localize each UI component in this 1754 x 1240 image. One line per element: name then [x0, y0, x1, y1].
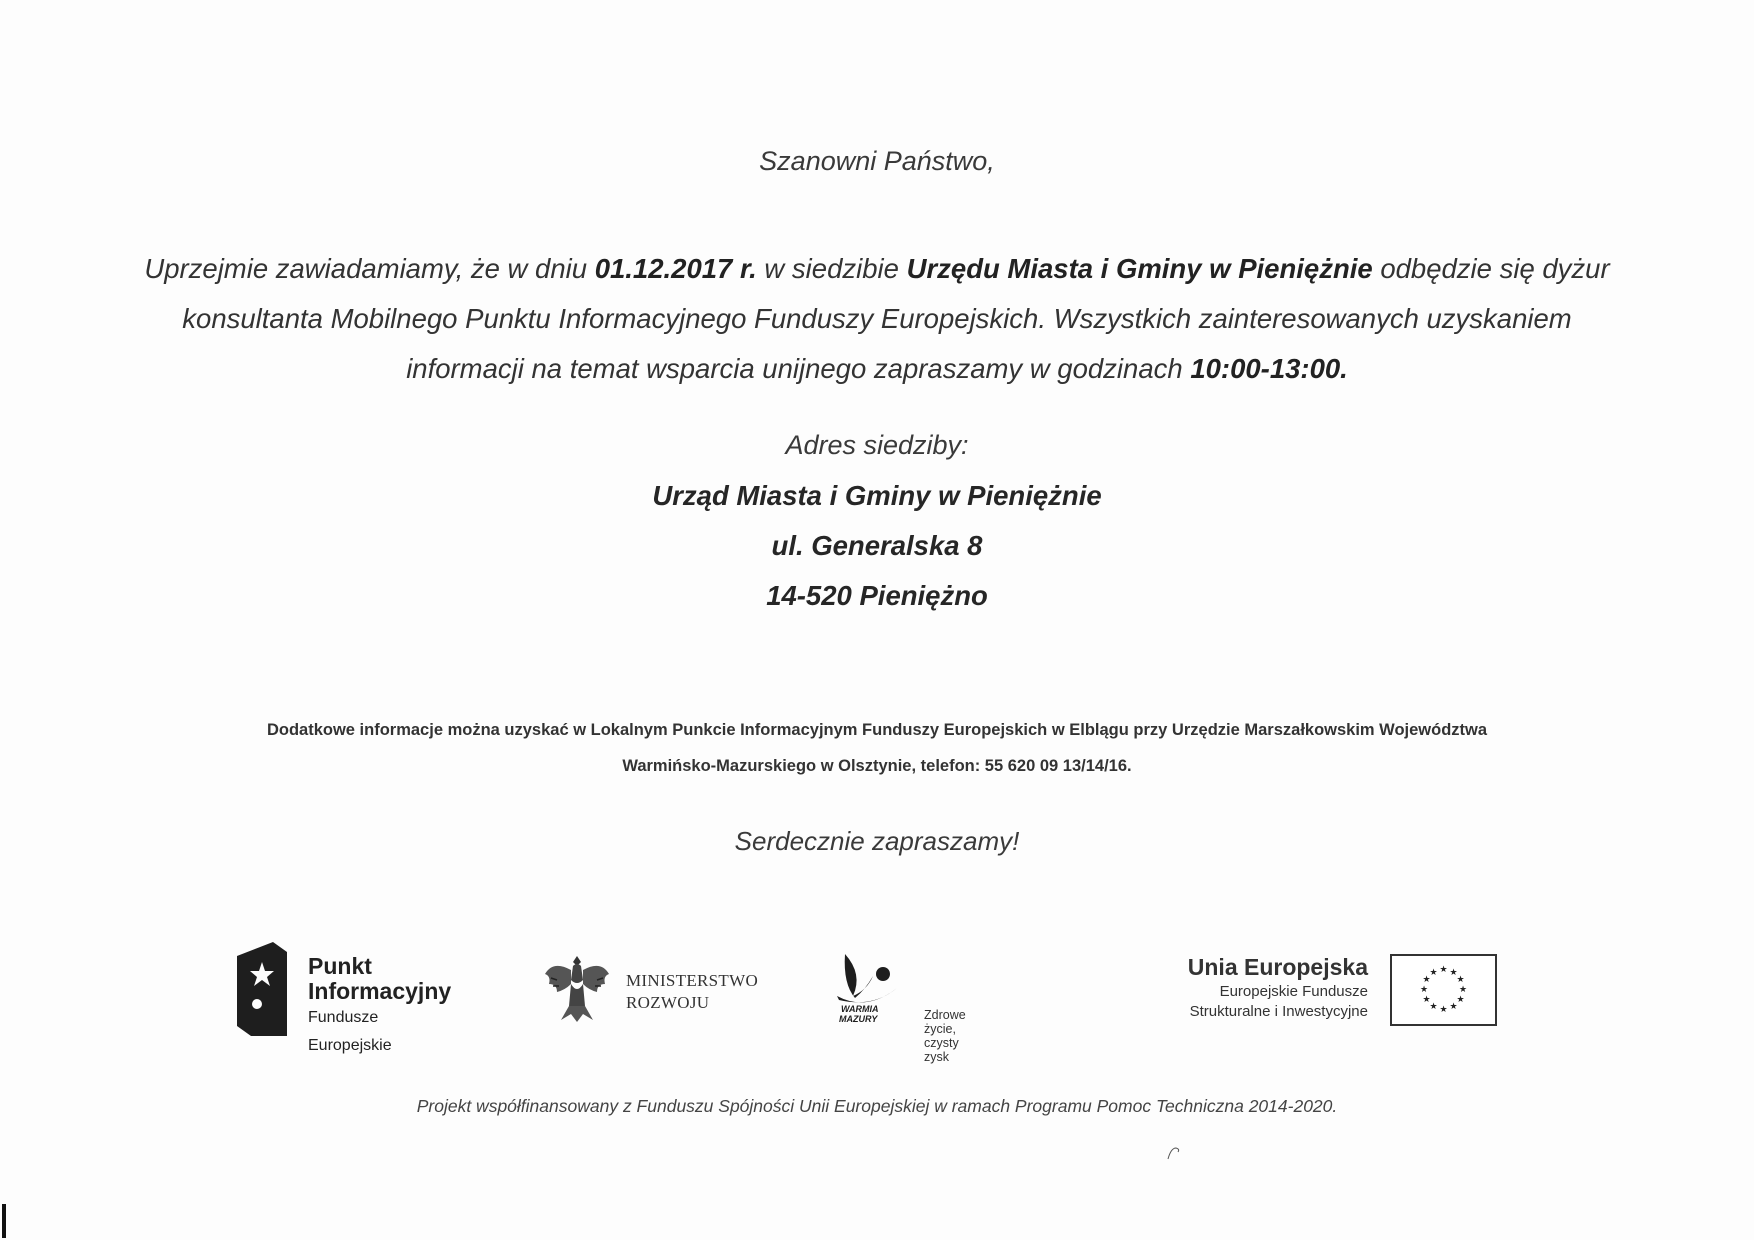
para-text-3: odbędzie się dyżur konsultanta Mobilnego Punktu Informacyjnego Funduszy Europejskich. Wszystkich zainteresowanych uzyskaniem informacji na temat wsparcia unijnego zapraszamy w godzinach [182, 253, 1610, 384]
svg-text:★: ★ [1456, 975, 1465, 985]
ue-line-1: Unia Europejska [1187, 954, 1368, 980]
svg-text:MAZURY: MAZURY [839, 1014, 878, 1024]
svg-text:★: ★ [1439, 1005, 1448, 1015]
info-line-2: Warmińsko-Mazurskiego w Olsztynie, telefon: 55 620 09 13/14/16. [622, 757, 1132, 775]
svg-text:★: ★ [1429, 968, 1438, 978]
greeting: Szanowni Państwo, [759, 146, 995, 176]
ue-line-2: Europejskie Fundusze [1219, 983, 1368, 1000]
svg-text:★: ★ [1422, 975, 1431, 985]
pen-mark-icon [1166, 1146, 1182, 1160]
punkt-line-3: Fundusze Europejskie [308, 1009, 392, 1054]
svg-text:★: ★ [1449, 968, 1458, 978]
punkt-star-icon [237, 942, 287, 1036]
ministerstwo-text [626, 970, 758, 1014]
ministerstwo-line-1: MINISTERSTWO [626, 971, 759, 990]
warmia-tagline: Zdrowe życie, czysty zysk [924, 1008, 966, 1064]
svg-text:★: ★ [1458, 985, 1468, 995]
svg-text:★: ★ [1419, 985, 1429, 995]
info-line-1: Dodatkowe informacje można uzyskać w Lokalnym Punkcie Informacyjnym Funduszy Europejskich w Elblągu przy Urzędzie Marszałkowskim Województwa [266, 721, 1488, 739]
address-line-2: ul. Generalska 8 [771, 530, 983, 561]
address-line-1: Urząd Miasta i Gminy w Pieniężnie [652, 480, 1102, 511]
svg-text:★: ★ [1422, 995, 1431, 1005]
svg-text:★: ★ [1456, 995, 1465, 1005]
ue-line-3: Strukturalne i Inwestycyjne [1189, 1003, 1368, 1020]
svg-text:★: ★ [1449, 1002, 1458, 1012]
event-hours: 10:00-13:00. [1190, 353, 1348, 384]
svg-text:★: ★ [1429, 1002, 1438, 1012]
punkt-line-1: Punkt [308, 953, 372, 979]
address-line-3: 14-520 Pieniężno [766, 580, 988, 611]
footnote: Projekt współfinansowany z Funduszu Spójności Unii Europejskiej w ramach Programu Pomoc Techniczna 2014-2020. [416, 1096, 1338, 1116]
address-label: Adres siedziby: [785, 430, 969, 460]
eagle-emblem-icon [543, 950, 611, 1026]
scan-edge-mark [2, 1204, 6, 1238]
ministerstwo-line-2: ROZWOJU [626, 993, 710, 1012]
eu-flag-icon [1390, 954, 1497, 1026]
additional-info [120, 712, 1634, 784]
office-name: Urzędu Miasta i Gminy w Pieniężnie [906, 253, 1373, 284]
svg-text:WARMIA: WARMIA [841, 1004, 879, 1014]
eu-stars-icon [1392, 956, 1495, 1024]
punkt-line-2: Informacyjny [308, 978, 452, 1004]
closing-line: Serdecznie zapraszamy! [734, 826, 1020, 856]
para-text-1: Uprzejmie zawiadamiamy, że w dniu [144, 253, 595, 284]
para-text-2: w siedzibie [756, 253, 907, 284]
svg-text:★: ★ [1439, 965, 1448, 975]
event-date: 01.12.2017 r. [594, 253, 757, 284]
punkt-text [308, 954, 451, 1060]
announcement-paragraph [130, 244, 1624, 394]
ue-text [1100, 952, 1368, 1022]
warmia-mazury-mark-icon [833, 950, 911, 1026]
